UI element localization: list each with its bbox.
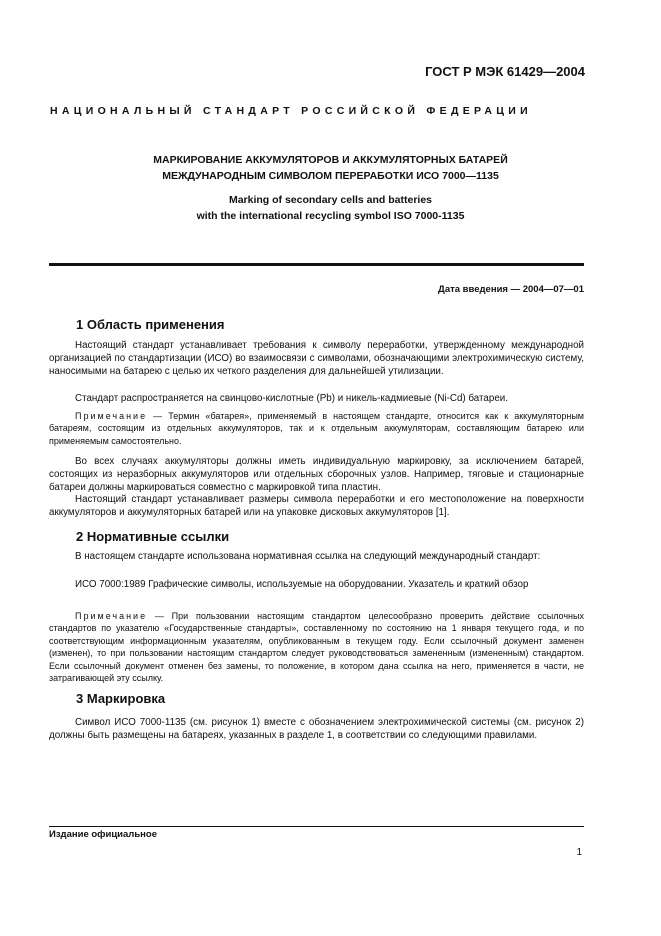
edition-label: Издание официальное [49, 829, 157, 840]
section-2-paragraph-1: В настоящем стандарте использована нормативная ссылка на следующий международный стандарт: [75, 551, 541, 562]
section-2-note [49, 610, 584, 684]
note-label: Примечание [75, 611, 148, 621]
page-number: 1 [576, 847, 582, 858]
header-divider [49, 263, 584, 266]
note-text: — Термин «батарея», применяемый в настоящем стандарте, относится как к аккумуляторным батареям, состоящим из отдельных аккумуляторов, так и к отдельным аккумуляторам, составляющим батарею или применяемым самостоятельно. [49, 411, 584, 446]
national-standard-title: НАЦИОНАЛЬНЫЙ СТАНДАРТ РОССИЙСКОЙ ФЕДЕРАЦИИ [50, 105, 532, 117]
section-2-paragraph-2: ИСО 7000:1989 Графические символы, используемые на оборудовании. Указатель и краткий обзор [75, 579, 529, 590]
section-3-heading: 3 Маркировка [76, 691, 166, 706]
section-1-paragraph-4: Настоящий стандарт устанавливает размеры символа переработки и его местоположение на поверхности аккумуляторов и аккумуляторных батарей или на упаковке дисковых аккумуляторов [1]. [49, 494, 584, 519]
section-1-paragraph-1: Настоящий стандарт устанавливает требования к символу переработки, утвержденному международной организацией по стандартизации (ИСО) во взаимосвязи с символами, обозначающими электрохимическую систему, наносимыми на батарею с целью их четкого разделения для дальнейшей утилизации. [49, 340, 584, 378]
document-title-english [40, 192, 621, 224]
document-code: ГОСТ Р МЭК 61429—2004 [425, 64, 585, 79]
note-label: Примечание [75, 411, 148, 421]
title-en-line-1: Marking of secondary cells and batteries [228, 194, 433, 206]
note-text: — При пользовании настоящим стандартом целесообразно проверить действие ссылочных стандартов по указателю «Государственные стандарты», составленному по состоянию на 1 января текущего года, и по соответствующим информационным указателям, опубликованным в текущем году. Если ссылочный документ заменен (изменен), то при пользовании настоящим стандартом следует руководствоваться замененным (измененным) стандартом. Если ссылочный документ отменен без замены, то положение, в котором дана ссылка на него, применяется в части, не затрагивающей эту ссылку. [49, 611, 584, 684]
document-title-russian [40, 152, 621, 184]
title-ru-line-1: МАРКИРОВАНИЕ АККУМУЛЯТОРОВ И АККУМУЛЯТОРНЫХ БАТАРЕЙ [153, 154, 508, 166]
section-2-heading: 2 Нормативные ссылки [76, 529, 230, 544]
section-1-paragraph-2: Стандарт распространяется на свинцово-кислотные (Pb) и никель-кадмиевые (Ni-Cd) батареи. [75, 393, 508, 404]
footer-divider [49, 826, 584, 827]
section-1-note [49, 410, 584, 447]
section-1-paragraph-3: Во всех случаях аккумуляторы должны иметь индивидуальную маркировку, за исключением батарей, состоящих из неразборных аккумуляторов или отдельных сборочных узлов. Например, тяговые и стационарные батареи должны маркироваться совместно с маркировкой типа пластин. [49, 456, 584, 494]
section-3-paragraph-1: Символ ИСО 7000-1135 (см. рисунок 1) вместе с обозначением электрохимической системы (см. рисунок 2) должны быть размещены на батареях, указанных в разделе 1, в соответствии со следующими правилами. [49, 717, 584, 742]
title-en-line-2: with the international recycling symbol ISO 7000-1135 [196, 210, 465, 222]
introduction-date: Дата введения — 2004—07—01 [438, 284, 584, 295]
section-1-heading: 1 Область применения [76, 317, 225, 332]
title-ru-line-2: МЕЖДУНАРОДНЫМ СИМВОЛОМ ПЕРЕРАБОТКИ ИСО 7000—1135 [162, 170, 499, 182]
